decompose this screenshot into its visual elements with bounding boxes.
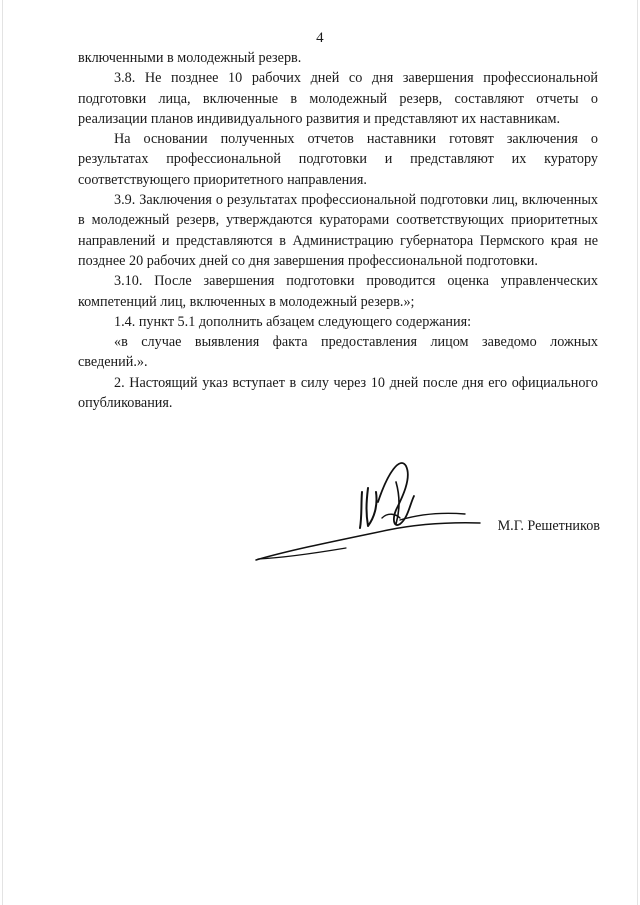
paragraph: 2. Настоящий указ вступает в силу через 10 дней после дня его официального опубликования. bbox=[78, 374, 598, 412]
paragraph: На основании полученных отчетов наставники готовят заключения о результатах профессиональной подготовки и представляют их куратору соответствующего приоритетного направления. bbox=[78, 131, 598, 188]
scan-edge-left bbox=[2, 0, 3, 905]
paragraph: «в случае выявления факта предоставления лицом заведомо ложных сведений.». bbox=[78, 334, 598, 371]
paragraph: включенными в молодежный резерв. bbox=[78, 50, 302, 66]
paragraph: 3.8. Не позднее 10 рабочих дней со дня завершения профессиональной подготовки лица, включенные в молодежный резерв, составляют отчеты о реализации планов индивидуального развития и представляют их наставникам. bbox=[78, 70, 598, 127]
scan-edge-right bbox=[637, 0, 638, 905]
handwritten-signature bbox=[250, 452, 490, 572]
document-body bbox=[78, 48, 598, 413]
signatory-name: М.Г. Решетников bbox=[497, 518, 600, 534]
paragraph: 3.9. Заключения о результатах профессиональной подготовки лиц, включенных в молодежный резерв, утверждаются кураторами соответствующих приоритетных направлений и представляются в Администрацию губернатора Пермского края не позднее 20 рабочих дней со дня завершения профессиональной подготовки. bbox=[78, 192, 598, 269]
paragraph: 3.10. После завершения подготовки проводится оценка управленческих компетенций лиц, включенных в молодежный резерв.»; bbox=[78, 273, 598, 310]
paragraph: 1.4. пункт 5.1 дополнить абзацем следующего содержания: bbox=[114, 313, 472, 330]
page-number: 4 bbox=[316, 30, 324, 46]
